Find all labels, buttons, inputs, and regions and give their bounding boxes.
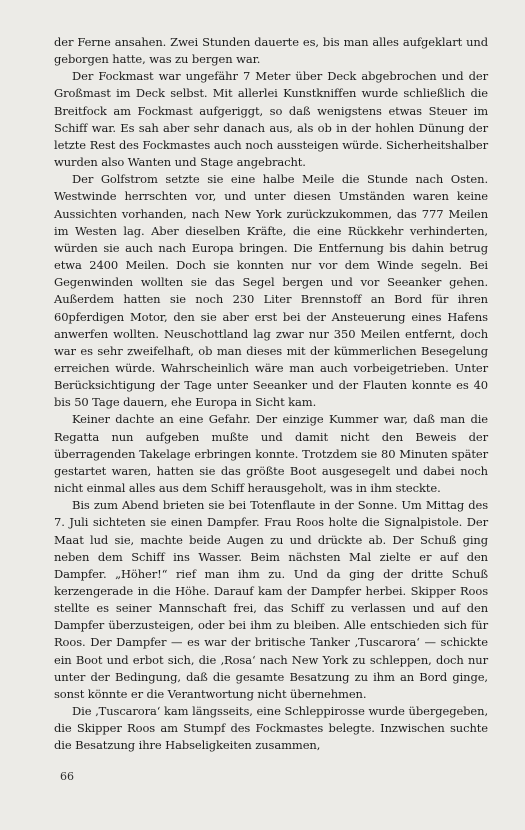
paragraph: Der Fockmast war ungefähr 7 Meter über Deck abgebrochen und der Großmast im Deck selbst. Mit allerlei Kunstkniffen wurde schließlich die Breitfock am Fockmast aufgeriggt, so daß wenigstens etwas Steuer im Schiff war. Es sah aber sehr danach aus, als ob in der hohlen Dünung der letzte Rest des Fockmastes auch noch aussteigen würde. Sicherheitshalber wurden also Wanten und Stage angebracht. xyxy=(54,69,488,170)
paragraph: Der Golfstrom setzte sie eine halbe Meile die Stunde nach Osten. Westwinde herrschten vor, und unter diesen Umständen waren keine Aussichten vorhanden, nach New York zurückzukommen, das 777 Meilen im Westen lag. Aber dieselben Kräfte, die eine Rückkehr verhinderten, würden sie auch nach Europa bringen. Die Entfernung bis dahin betrug etwa 2400 Meilen. Doch sie konnten nur vor dem Winde segeln. Bei Gegenwinden wollten sie das Segel bergen und vor Seeanker gehen. Außerdem hatten sie noch 230 Liter Brennstoff an Bord für ihren 60pferdigen Motor, den sie aber erst bei der Ansteuerung eines Hafens anwerfen wollten. Neuschottland lag zwar nur 350 Meilen entfernt, doch war es sehr zweifelhaft, ob man dieses mit der kümmerlichen Besegelung erreichen würde. Wahrscheinlich wäre man auch vorbeigetrieben. Unter Berücksichtigung der Tage unter Seeanker und der Flauten konnte es 40 bis 50 Tage dauern, ehe Europa in Sicht kam. xyxy=(54,172,488,410)
paragraph: Bis zum Abend brieten sie bei Totenflaute in der Sonne. Um Mittag des 7. Juli sichteten sie einen Dampfer. Frau Roos holte die Signalpistole. Der Maat lud sie, machte beide Augen zu und drückte ab. Der Schuß ging neben dem Schiff ins Wasser. Beim nächsten Mal zielte er auf den Dampfer. „Höher!“ rief man ihm zu. Und da ging der dritte Schuß kerzengerade in die Höhe. Darauf kam der Dampfer herbei. Skipper Roos stellte es seiner Mannschaft frei, das Schiff zu verlassen und auf den Dampfer überzusteigen, oder bei ihm zu bleiben. Alle entschieden sich für Roos. Der Dampfer — es war der britische Tanker ‚Tuscarora‘ — schickte ein Boot und erbot sich, die ‚Rosa‘ nach New York zu schleppen, doch nur unter der Bedingung, daß die gesamte Besatzung zu ihm an Bord ginge, sonst könnte er die Verantwortung nicht übernehmen. xyxy=(54,498,488,701)
page-number: 66 xyxy=(60,770,74,783)
paragraph: der Ferne ansahen. Zwei Stunden dauerte es, bis man alles aufgeklart und geborgen hatte, was zu bergen war. xyxy=(54,35,488,67)
body-text xyxy=(54,34,488,755)
paragraph: Keiner dachte an eine Gefahr. Der einzige Kummer war, daß man die Regatta nun aufgeben mußte und damit nicht den Beweis der überragenden Takelage erbringen konnte. Trotzdem sie 80 Minuten später gestartet waren, hatten sie das größte Boot ausgesegelt und dabei noch nicht einmal alles aus dem Schiff herausgeholt, was in ihm steckte. xyxy=(54,412,488,496)
paragraph: Die ‚Tuscarora‘ kam längsseits, eine Schleppirosse wurde übergegeben, die Skipper Roos am Stumpf des Fockmastes belegte. Inzwischen suchte die Besatzung ihre Habseligkeiten zusammen, xyxy=(54,704,488,753)
